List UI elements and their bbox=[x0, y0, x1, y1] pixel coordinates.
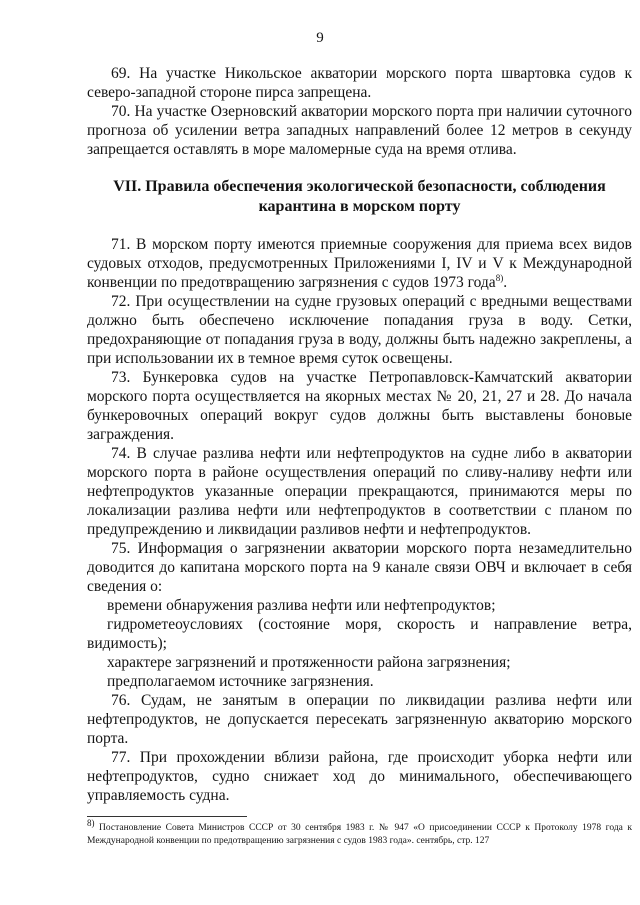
footnote-text: Постановление Совета Министров СССР от 30 сентября 1983 г. № 947 «О присоединении СССР к Протоколу 1978 года к Международной конвенции по предотвращению загрязнения с судов 1983 года». сентябрь, стр. 127 bbox=[87, 823, 632, 846]
list-item: гидрометеоусловиях (состояние моря, скорость и направление ветра, видимость); bbox=[87, 616, 632, 652]
paragraph-72: 72. При осуществлении на судне грузовых операций с вредными веществами должно быть обеспечено исключение попадания груза в воду. Сетки, предохраняющие от попадания груза в воду, должны быть надежно закреплены, а при использовании их в темное время суток освещены. bbox=[87, 293, 632, 367]
footnote-divider bbox=[87, 816, 247, 817]
footnote-ref-8: 8) bbox=[495, 272, 504, 283]
paragraph-73: 73. Бункеровка судов на участке Петропавловск-Камчатский акватории морского порта осуществляется на якорных местах № 20, 21, 27 и 28. До начала бункеровочных операций вокруг судов должны быть выставлены боновые заграждения. bbox=[87, 369, 632, 443]
page-number: 9 bbox=[316, 30, 324, 46]
footnote-mark: 8) bbox=[87, 817, 95, 828]
list-item: характере загрязнений и протяженности района загрязнения; bbox=[107, 654, 511, 671]
list-item: предполагаемом источнике загрязнения. bbox=[107, 673, 374, 690]
document-body bbox=[87, 64, 632, 805]
paragraph-74: 74. В случае разлива нефти или нефтепродуктов на судне либо в акватории морского порта в районе осуществления операций по сливу-наливу нефти или нефтепродуктов указанные операции прекращаются, принимаются меры по локализации разлива нефти или нефтепродуктов в соответствии с планом по предупреждению и ликвидации разливов нефти и нефтепродуктов. bbox=[87, 445, 632, 538]
paragraph-76: 76. Судам, не занятым в операции по ликвидации разлива нефти или нефтепродуктов, не допускается пересекать загрязненную акваторию морского порта. bbox=[87, 692, 632, 747]
paragraph-77: 77. При прохождении вблизи района, где происходит уборка нефти или нефтепродуктов, судно снижает ход до минимального, обеспечивающего управляемость судна. bbox=[87, 749, 632, 804]
footnote bbox=[87, 817, 632, 848]
paragraph-71-end: . bbox=[503, 274, 508, 291]
paragraph-71-text: 71. В морском порту имеются приемные сооружения для приема всех видов судовых отходов, предусмотренных Приложениями I, IV и V к Международной конвенции по предотвращению загрязнения с судов 1973 года bbox=[87, 236, 632, 291]
paragraph-71 bbox=[87, 235, 632, 292]
paragraph-70: 70. На участке Озерновский акватории морского порта при наличии суточного прогноза об усилении ветра западных направлений более 12 метров в секунду запрещается оставлять в море маломерные суда на время отлива. bbox=[87, 103, 632, 158]
paragraph-69: 69. На участке Никольское акватории морского порта швартовка судов к северо-западной стороне пирса запрещена. bbox=[87, 65, 632, 101]
paragraph-75: 75. Информация о загрязнении акватории морского порта незамедлительно доводится до капитана морского порта на 9 канале связи ОВЧ и включает в себя сведения о: bbox=[87, 540, 632, 595]
section-heading-vii: VII. Правила обеспечения экологической безопасности, соблюдения карантина в морском порту bbox=[113, 178, 606, 215]
list-item: времени обнаружения разлива нефти или нефтепродуктов; bbox=[107, 597, 496, 614]
